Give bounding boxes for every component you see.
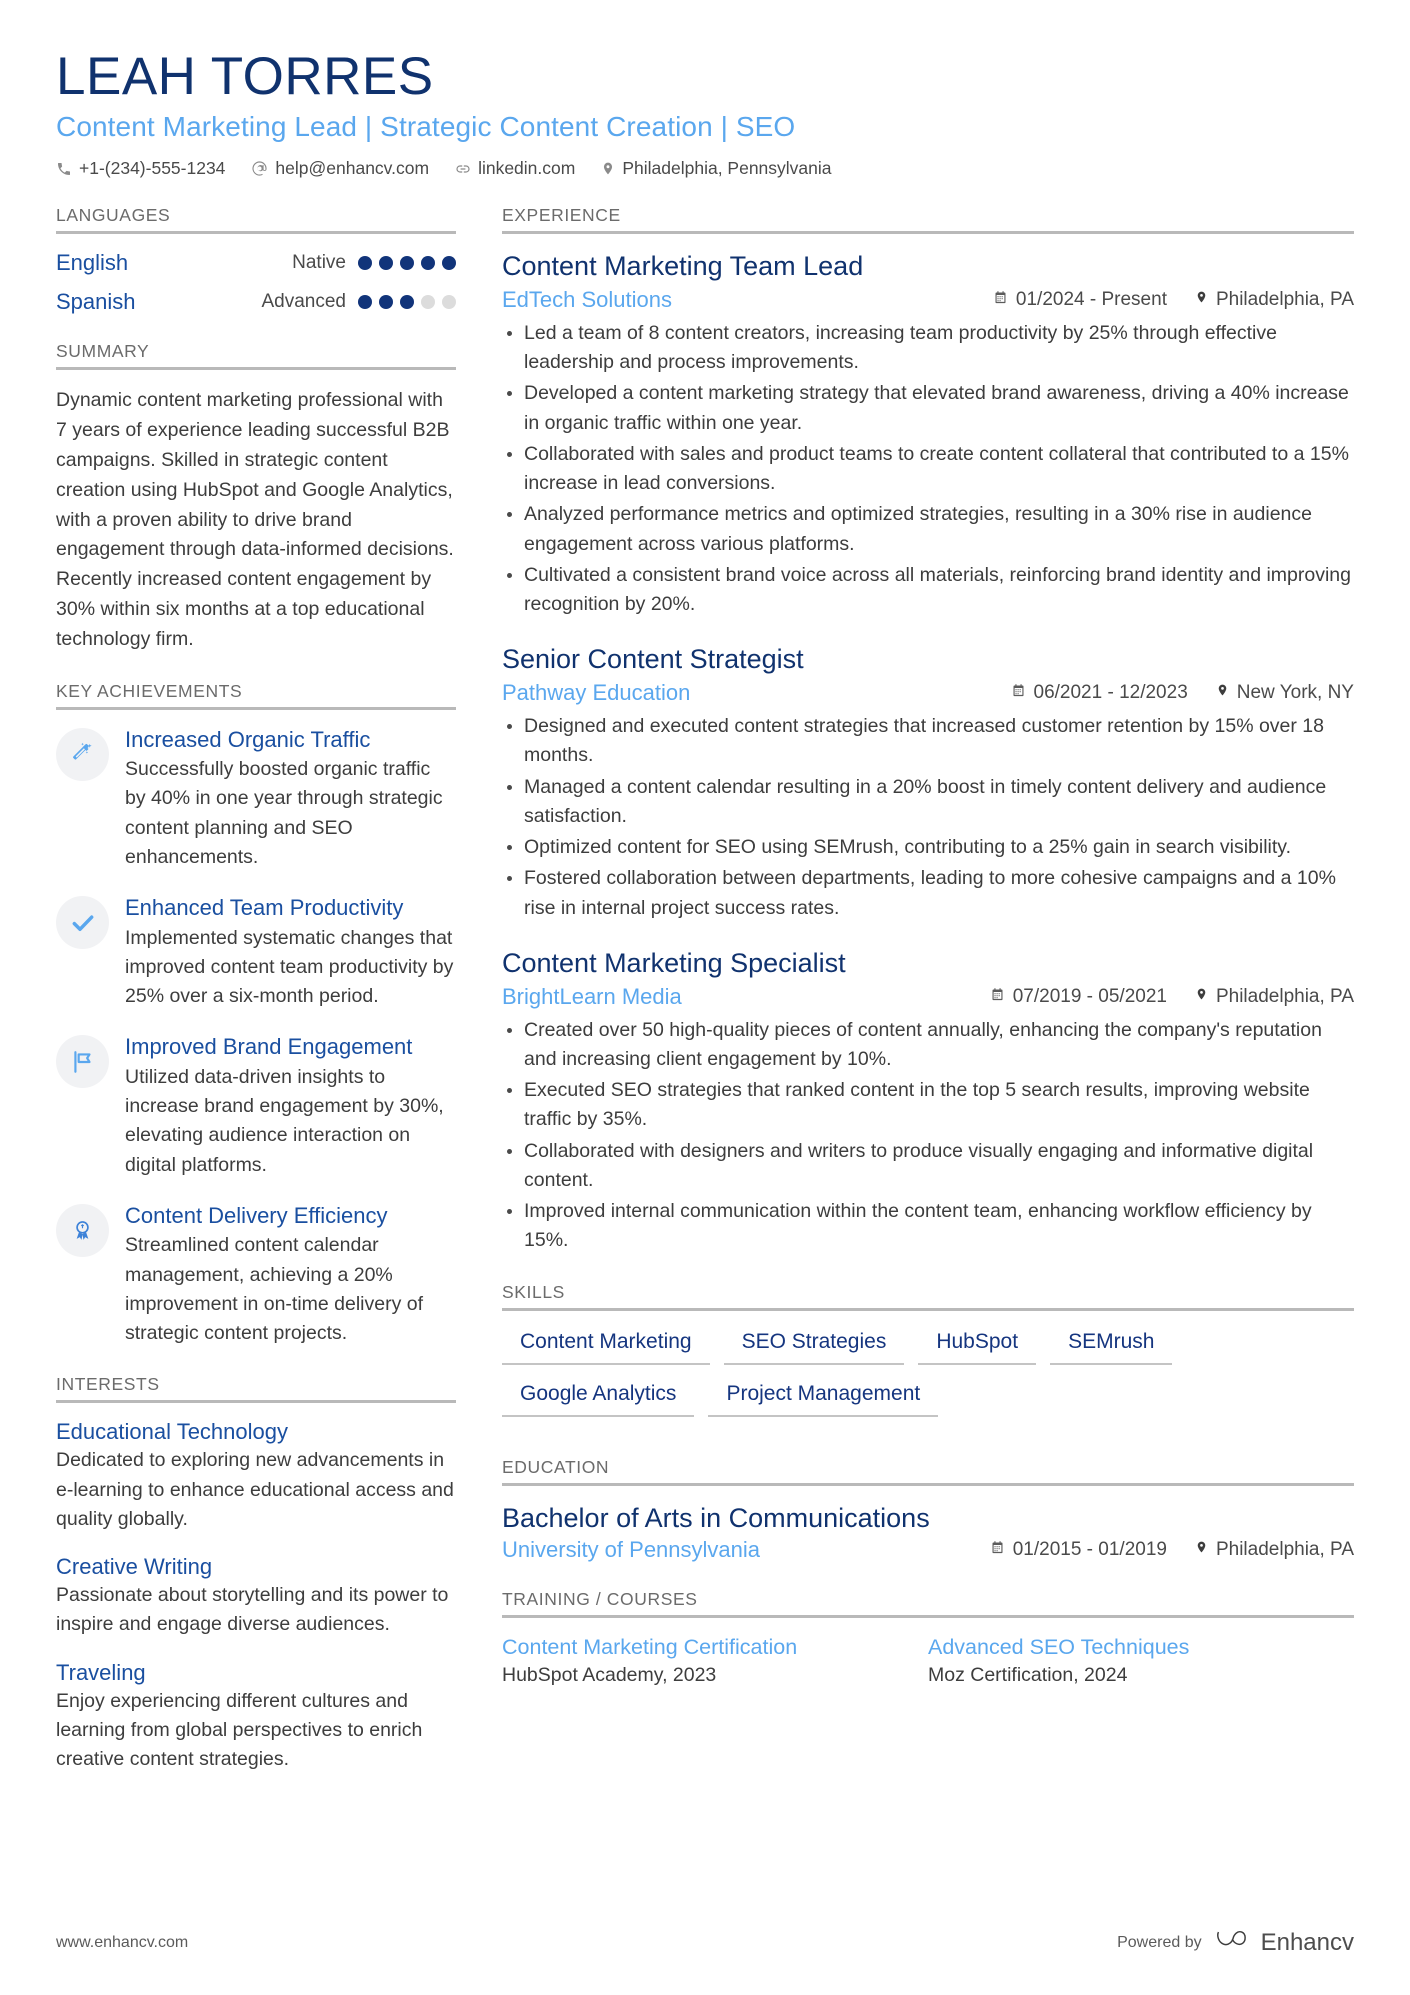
education-location [1195,1539,1354,1561]
location-icon [1216,682,1229,704]
award-icon [70,1218,95,1243]
calendar-icon [990,986,1005,1008]
section-divider [502,1483,1354,1486]
language-item [56,250,456,276]
achievement-title: Enhanced Team Productivity [125,895,404,921]
location-icon [1195,289,1208,311]
skill-chip: Project Management [708,1379,938,1417]
check-icon [70,910,96,936]
skill-chip: Google Analytics [502,1379,694,1417]
phone-icon [56,161,72,177]
section-experience [502,205,1354,1256]
skill-chip: HubSpot [918,1327,1036,1365]
job-bullet: Collaborated with sales and product teams to create content collateral that contributed to a 15% increase in lead conversions. [502,440,1354,499]
interest-item [56,1660,456,1775]
course-title[interactable]: Content Marketing Certification [502,1635,798,1660]
experience-item [502,250,1354,619]
section-title-training: TRAINING / COURSES [502,1589,698,1610]
link-icon [455,161,471,177]
achievement-item [56,1033,456,1180]
section-divider [502,1615,1354,1618]
achievement-body [125,894,456,1011]
achievement-text: Implemented systematic changes that improved content team productivity by 25% over a six-month period. [125,926,454,1008]
job-location [1195,986,1354,1008]
achievement-text: Streamlined content calendar management, achieving a 20% improvement in on-time delivery of strategic content projects. [125,1234,424,1345]
section-title-summary: SUMMARY [56,341,150,362]
achievement-icon-wrap [56,1035,109,1088]
education-dates [990,1539,1167,1561]
achievement-text: Utilized data-driven insights to increase brand engagement by 30%, elevating audience interaction on digital platforms. [125,1065,444,1176]
achievement-item [56,726,456,873]
achievement-item [56,894,456,1011]
section-title-experience: EXPERIENCE [502,205,621,226]
achievement-title: Increased Organic Traffic [125,726,371,752]
summary-text: Dynamic content marketing professional with 7 years of experience leading successful B2B campaigns. Skilled in strategic content creation using HubSpot and Google Analytics, with a proven ability to drive brand engagement through data-informed decisions. Recently increased content engagement by 30% within six months at a top educational technology firm. [56,389,454,650]
section-divider [56,231,456,234]
footer-website[interactable]: www.enhancv.com [56,1933,189,1951]
job-bullet: Developed a content marketing strategy that elevated brand awareness, driving a 40% increase in organic traffic within one year. [502,379,1354,438]
job-bullet: Executed SEO strategies that ranked content in the top 5 search results, improving website traffic by 35%. [502,1076,1354,1135]
job-title: Content Marketing Specialist [502,947,846,978]
rating-dot [358,295,372,309]
left-column [56,205,456,1800]
achievement-title: Improved Brand Engagement [125,1034,413,1060]
achievement-body [125,726,456,873]
location-icon [1195,986,1208,1008]
location-icon [601,160,615,177]
job-bullet: Designed and executed content strategies that increased customer retention by 15% over 18 months. [502,712,1354,771]
job-company[interactable]: BrightLearn Media [502,983,682,1009]
course-title[interactable]: Advanced SEO Techniques [928,1635,1190,1660]
job-dates-text: 07/2019 - 05/2021 [1012,985,1167,1007]
achievement-text: Successfully boosted organic traffic by 40% in one year through strategic content planning and SEO enhancements. [125,758,443,868]
interest-title: Creative Writing [56,1554,213,1580]
section-key-achievements [56,681,456,1349]
section-interests [56,1374,456,1774]
contact-phone-text: +1-(234)-555-1234 [79,158,226,179]
job-bullet: Cultivated a consistent brand voice across all materials, reinforcing brand identity and improving recognition by 20%. [502,561,1354,620]
achievement-icon-wrap [56,896,109,949]
interest-title: Educational Technology [56,1419,288,1445]
interest-text: Enjoy experiencing different cultures and learning from global perspectives to enrich creative content strategies. [56,1689,423,1771]
enhancv-wordmark: Enhancv [1260,1928,1354,1956]
section-title-achievements: KEY ACHIEVEMENTS [56,680,243,701]
language-name: English [56,250,129,276]
education-meta [502,1537,1354,1563]
job-bullet: Led a team of 8 content creators, increasing team productivity by 25% through effective leadership and process improvements. [502,319,1354,378]
job-bullets [502,1016,1354,1256]
enhancv-logo-icon [1215,1926,1253,1959]
magic-wand-icon [70,741,96,767]
section-training [502,1589,1354,1687]
skill-chip: SEO Strategies [724,1327,905,1365]
section-divider [56,1400,456,1403]
section-divider [502,1308,1354,1311]
job-bullets [502,712,1354,923]
job-bullet: Optimized content for SEO using SEMrush, contributing to a 25% gain in search visibility. [502,833,1354,862]
job-location-text: Philadelphia, PA [1215,985,1354,1007]
section-skills [502,1282,1354,1431]
job-dates [993,289,1167,311]
language-rating-dots [358,295,456,309]
email-icon [251,160,268,177]
job-title: Content Marketing Team Lead [502,251,864,282]
courses-list [502,1634,1354,1687]
contact-phone[interactable] [56,158,225,179]
job-meta [502,984,1354,1010]
contact-link-text: linkedin.com [478,158,576,179]
achievement-icon-wrap [56,728,109,781]
job-bullet: Managed a content calendar resulting in a 20% boost in timely content delivery and audience satisfaction. [502,773,1354,832]
rating-dot [379,256,393,270]
job-company[interactable]: Pathway Education [502,680,691,706]
job-dates-text: 06/2021 - 12/2023 [1033,682,1188,704]
contact-email-text: help@enhancv.com [275,158,430,179]
language-rating-dots [358,256,456,270]
section-divider [56,707,456,710]
interest-title: Traveling [56,1659,146,1685]
job-title: Senior Content Strategist [502,644,804,675]
calendar-icon [993,289,1008,311]
language-item [56,289,456,315]
section-title-interests: INTERESTS [56,1374,160,1395]
rating-dot [442,256,456,270]
language-level: Advanced [261,291,346,313]
experience-item [502,643,1354,923]
education-item [502,1502,1354,1564]
course-provider: Moz Certification, 2024 [928,1664,1128,1687]
page-title: LEAH TORRES [56,47,434,106]
rating-dot [400,295,414,309]
job-bullet: Created over 50 high-quality pieces of content annually, enhancing the company's reputation and increasing client engagement by 10%. [502,1016,1354,1075]
page-footer [56,1926,1354,1959]
enhancv-brand [1215,1926,1354,1959]
section-summary [56,341,456,654]
job-location [1195,289,1354,311]
interest-text: Passionate about storytelling and its power to inspire and engage diverse audiences. [56,1584,449,1636]
calendar-icon [990,1539,1005,1561]
job-bullet: Collaborated with designers and writers to produce visually engaging and informative digital content. [502,1137,1354,1196]
right-column [502,205,1354,1713]
contact-location-text: Philadelphia, Pennsylvania [622,158,832,179]
achievement-icon-wrap [56,1204,109,1257]
job-bullet: Analyzed performance metrics and optimized strategies, resulting in a 30% rise in audience engagement across various platforms. [502,500,1354,559]
headline: Content Marketing Lead | Strategic Content Creation | SEO [56,111,796,143]
skill-chip: Content Marketing [502,1327,710,1365]
language-name: Spanish [56,289,136,315]
job-dates [1011,682,1188,704]
achievement-title: Content Delivery Efficiency [125,1202,388,1228]
section-divider [56,367,456,370]
achievement-body [125,1202,456,1349]
job-meta [502,680,1354,706]
education-location-text: Philadelphia, PA [1215,1539,1354,1561]
skill-chip: SEMrush [1050,1327,1172,1365]
language-level: Native [292,252,346,274]
section-education [502,1457,1354,1564]
contact-row [56,158,1354,179]
job-bullet: Improved internal communication within the content team, enhancing workflow efficiency by 15%. [502,1197,1354,1256]
course-item [928,1634,1354,1687]
education-dates-text: 01/2015 - 01/2019 [1012,1539,1167,1561]
rating-dot [442,295,456,309]
resume-header [56,48,1354,179]
job-bullet: Fostered collaboration between departments, leading to more cohesive campaigns and a 10% rise in internal project success rates. [502,864,1354,923]
rating-dot [421,256,435,270]
resume-body [56,205,1354,1800]
job-location-text: New York, NY [1236,682,1354,704]
flag-icon [70,1049,96,1075]
job-location [1216,682,1354,704]
skills-list [502,1327,1354,1431]
job-company[interactable]: EdTech Solutions [502,286,672,312]
achievement-item [56,1202,456,1349]
contact-link[interactable] [455,158,575,179]
education-degree: Bachelor of Arts in Communications [502,1502,930,1533]
rating-dot [379,295,393,309]
course-provider: HubSpot Academy, 2023 [502,1664,717,1687]
job-bullets [502,319,1354,620]
interest-text: Dedicated to exploring new advancements in e-learning to enhance educational access and quality globally. [56,1449,454,1530]
powered-by [1117,1926,1354,1959]
interest-item [56,1419,456,1534]
contact-location [601,158,831,179]
calendar-icon [1011,682,1026,704]
job-dates-text: 01/2024 - Present [1015,288,1167,310]
job-location-text: Philadelphia, PA [1215,288,1354,310]
powered-by-label: Powered by [1117,1933,1202,1951]
section-title-education: EDUCATION [502,1456,610,1477]
section-languages [56,205,456,315]
education-school[interactable]: University of Pennsylvania [502,1537,761,1563]
contact-email[interactable] [251,158,429,179]
location-icon [1195,1539,1208,1561]
section-title-languages: LANGUAGES [56,205,171,226]
rating-dot [358,256,372,270]
course-item [502,1634,928,1687]
rating-dot [421,295,435,309]
job-meta [502,287,1354,313]
section-title-skills: SKILLS [502,1281,565,1302]
achievement-body [125,1033,456,1180]
interest-item [56,1554,456,1640]
experience-item [502,947,1354,1256]
rating-dot [400,256,414,270]
section-divider [502,231,1354,234]
job-dates [990,986,1167,1008]
